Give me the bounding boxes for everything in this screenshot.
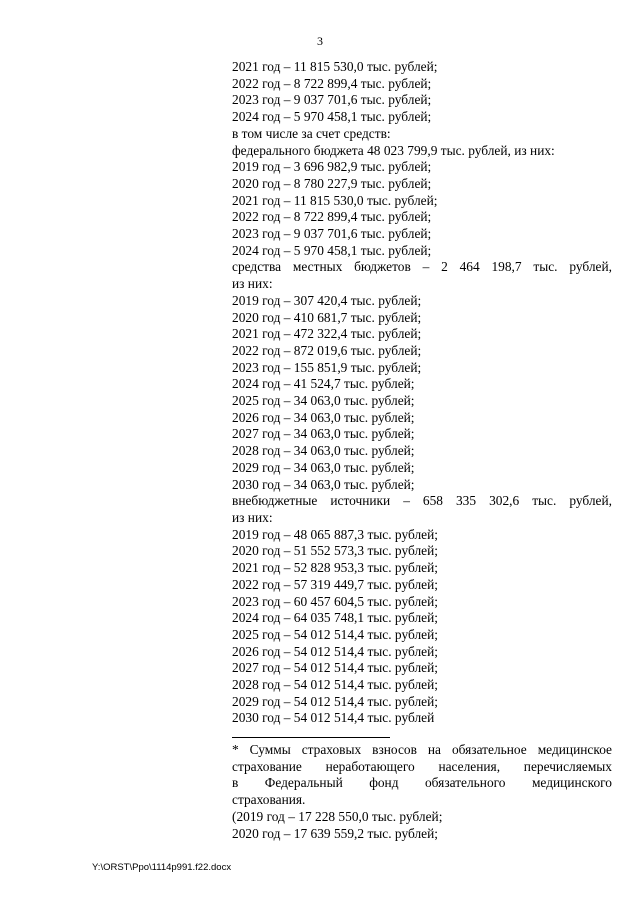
body-line: 2028 год – 54 012 514,4 тыс. рублей; [232,677,438,693]
body-line: 2028 год – 34 063,0 тыс. рублей; [232,443,415,459]
body-line: 2019 год – 3 696 982,9 тыс. рублей; [232,159,432,175]
body-line: федерального бюджета 48 023 799,9 тыс. рублей, из них: [232,142,555,158]
footnote-line: страхования. [232,792,306,808]
page-number: 3 [317,34,323,48]
body-line: 2021 год – 52 828 953,3 тыс. рублей; [232,560,438,576]
body-line: 2022 год – 57 319 449,7 тыс. рублей; [232,576,438,592]
body-line: 2022 год – 872 019,6 тыс. рублей; [232,342,422,358]
body-line: 2022 год – 8 722 899,4 тыс. рублей; [232,209,432,225]
body-line: 2024 год – 41 524,7 тыс. рублей; [232,376,415,392]
footnote-line: 2020 год – 17 639 559,2 тыс. рублей; [232,825,438,841]
footnote-line: в Федеральный фонд обязательного медицинского [232,775,612,791]
body-line: из них: [232,276,273,292]
body-line: 2021 год – 11 815 530,0 тыс. рублей; [232,192,438,208]
body-line: 2027 год – 34 063,0 тыс. рублей; [232,426,415,442]
body-line: 2025 год – 34 063,0 тыс. рублей; [232,393,415,409]
body-line: 2025 год – 54 012 514,4 тыс. рублей; [232,626,438,642]
footnote-line: страхование неработающего населения, перечисляемых [232,758,612,774]
footnote [232,742,612,842]
body-line: 2021 год – 472 322,4 тыс. рублей; [232,326,422,342]
footnote-line: * Суммы страховых взносов на обязательное медицинское [232,742,612,757]
body-line: 2023 год – 155 851,9 тыс. рублей; [232,359,422,375]
body-line: 2023 год – 9 037 701,6 тыс. рублей; [232,226,432,242]
body-line: 2023 год – 9 037 701,6 тыс. рублей; [232,92,432,108]
body-line: 2024 год – 64 035 748,1 тыс. рублей; [232,610,438,626]
body-line: внебюджетные источники – 658 335 302,6 тыс. рублей, [232,493,612,509]
body-line: 2026 год – 34 063,0 тыс. рублей; [232,409,415,425]
body-line: 2019 год – 307 420,4 тыс. рублей; [232,292,422,308]
body-line: 2020 год – 51 552 573,3 тыс. рублей; [232,543,438,559]
body-line: 2029 год – 54 012 514,4 тыс. рублей; [232,693,438,709]
body-line: 2024 год – 5 970 458,1 тыс. рублей; [232,242,432,258]
body-line: 2020 год – 8 780 227,9 тыс. рублей; [232,175,432,191]
body-line: 2023 год – 60 457 604,5 тыс. рублей; [232,593,438,609]
body-line: 2019 год – 48 065 887,3 тыс. рублей; [232,526,438,542]
body-line: в том числе за счет средств: [232,125,391,141]
footer-file-path: Y:\ORST\Ppo\1114p991.f22.docx [92,862,232,873]
body-line: 2030 год – 34 063,0 тыс. рублей; [232,476,415,492]
body-line: 2022 год – 8 722 899,4 тыс. рублей; [232,75,432,91]
body-line: 2027 год – 54 012 514,4 тыс. рублей; [232,660,438,676]
body-line: 2029 год – 34 063,0 тыс. рублей; [232,459,415,475]
body-line: 2030 год – 54 012 514,4 тыс. рублей [232,710,435,726]
body-line: из них: [232,509,273,525]
footnote-line: (2019 год – 17 228 550,0 тыс. рублей; [232,808,443,824]
body-line: средства местных бюджетов – 2 464 198,7 тыс. рублей, [232,259,612,275]
body-line: 2026 год – 54 012 514,4 тыс. рублей; [232,643,438,659]
footnote-separator [232,737,390,738]
document-body [232,59,612,727]
body-line: 2020 год – 410 681,7 тыс. рублей; [232,309,422,325]
body-line: 2021 год – 11 815 530,0 тыс. рублей; [232,59,438,74]
body-line: 2024 год – 5 970 458,1 тыс. рублей; [232,109,432,125]
